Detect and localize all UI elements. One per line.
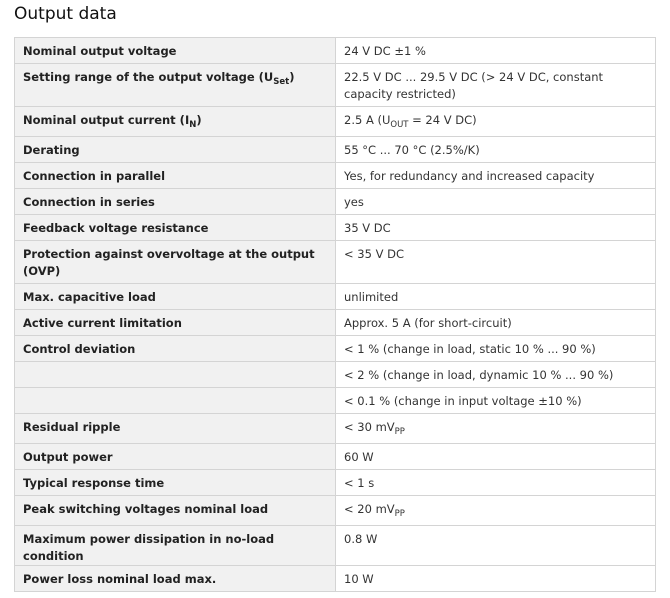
row-value: 0.8 W (336, 526, 656, 566)
table-row (15, 284, 656, 310)
table-row (15, 107, 656, 137)
row-value: < 20 $mV_{PP}$ (336, 496, 656, 526)
table-row (15, 566, 656, 592)
table-row (15, 137, 656, 163)
row-label: Connection in series (15, 189, 336, 215)
row-label: Output power (15, 444, 336, 470)
row-value: < 1 s (336, 470, 656, 496)
row-label: Typical response time (15, 470, 336, 496)
row-value: < 1 % (change in load, static 10 % ... 90 %) (336, 336, 656, 362)
table-row (15, 414, 656, 444)
row-value: 35 V DC (336, 215, 656, 241)
row-value: yes (336, 189, 656, 215)
row-value: Approx. 5 A (for short-circuit) (336, 310, 656, 336)
row-label: Nominal output voltage (15, 38, 336, 64)
row-label (15, 362, 336, 388)
row-label: Protection against overvoltage at the output (OVP) (15, 241, 336, 284)
row-value: 24 V DC ±1 % (336, 38, 656, 64)
table-row (15, 215, 656, 241)
table-row (15, 444, 656, 470)
row-label: Setting range of the output voltage $(U_{Set})$ (15, 64, 336, 107)
row-value: unlimited (336, 284, 656, 310)
table-row (15, 336, 656, 362)
row-label: Active current limitation (15, 310, 336, 336)
table-row (15, 163, 656, 189)
row-value: < 30 $mV_{PP}$ (336, 414, 656, 444)
table-row (15, 496, 656, 526)
row-label: Control deviation (15, 336, 336, 362)
row-value: 22.5 V DC ... 29.5 V DC (> 24 V DC, constant capacity restricted) (336, 64, 656, 107)
table-row (15, 64, 656, 107)
row-label: Peak switching voltages nominal load (15, 496, 336, 526)
table-row (15, 310, 656, 336)
row-value: < 35 V DC (336, 241, 656, 284)
table-row (15, 526, 656, 566)
row-label: Max. capacitive load (15, 284, 336, 310)
row-value: 60 W (336, 444, 656, 470)
row-value: 10 W (336, 566, 656, 592)
row-label: Power loss nominal load max. (15, 566, 336, 592)
row-label: Feedback voltage resistance (15, 215, 336, 241)
row-label: Maximum power dissipation in no-load condition (15, 526, 336, 566)
table-row (15, 470, 656, 496)
row-label: Derating (15, 137, 336, 163)
page-title: Output data (14, 4, 117, 24)
row-value: 2.5 A ($U_{OUT} = 24$ V DC) (336, 107, 656, 137)
row-label: Residual ripple (15, 414, 336, 444)
table-row (15, 388, 656, 414)
table-row (15, 362, 656, 388)
row-label: Connection in parallel (15, 163, 336, 189)
row-value: < 0.1 % (change in input voltage ±10 %) (336, 388, 656, 414)
table-row (15, 241, 656, 284)
table-row (15, 189, 656, 215)
row-label: Nominal output current $(I_N)$ (15, 107, 336, 137)
output-data-table (14, 37, 656, 592)
row-value: 55 °C ... 70 °C (2.5%/K) (336, 137, 656, 163)
row-value: Yes, for redundancy and increased capacity (336, 163, 656, 189)
table-row (15, 38, 656, 64)
row-label (15, 388, 336, 414)
row-value: < 2 % (change in load, dynamic 10 % ... 90 %) (336, 362, 656, 388)
